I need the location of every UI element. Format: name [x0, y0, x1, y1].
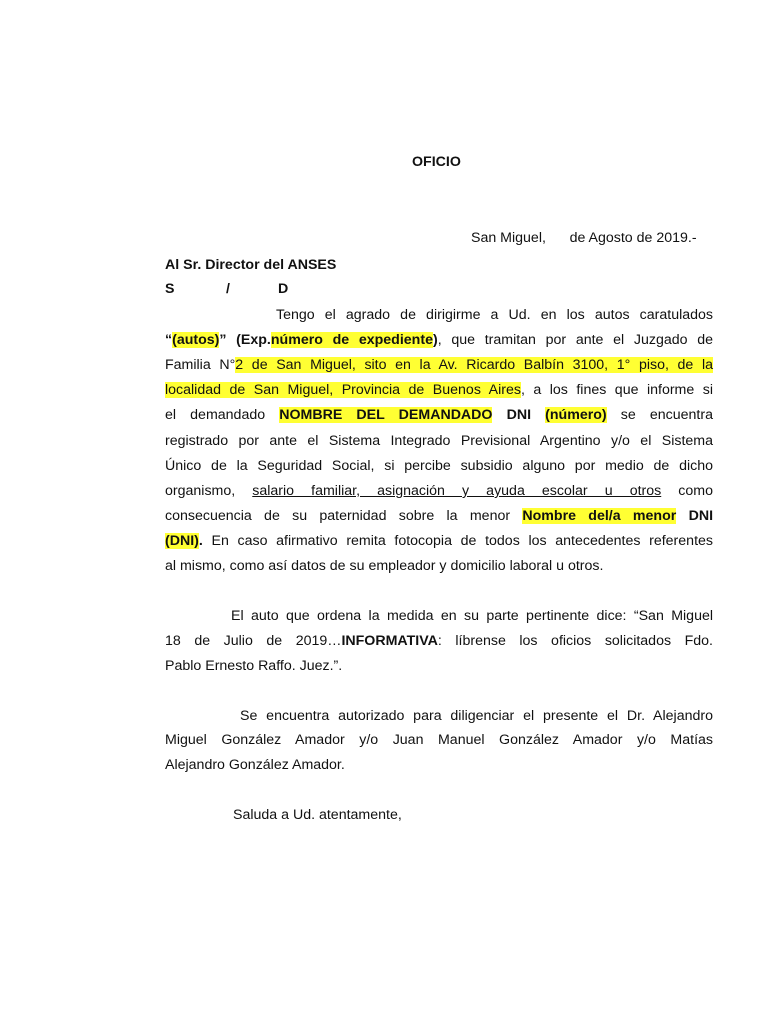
para1-line5: [165, 406, 713, 424]
document-title: OFICIO: [412, 154, 461, 170]
exp-prefix: (Exp.: [226, 332, 271, 348]
open-quote: “: [165, 332, 173, 348]
para1-line3: [165, 356, 713, 374]
para1-line2-rest: , que tramitan por ante el Juzgado de: [437, 332, 713, 348]
para1-line8: [165, 482, 713, 500]
menor-dni-placeholder: (DNI): [165, 533, 199, 549]
para1-line4-rest: , a los fines que informe si: [520, 382, 713, 398]
menor-dni-label: DNI: [676, 508, 714, 524]
expediente-placeholder: número de expediente: [270, 332, 433, 348]
para1-line5-rest: se encuentra: [606, 407, 713, 423]
para3-line2: Miguel González Amador y/o Juan Manuel González Amador y/o Matías: [165, 732, 713, 748]
closing: Saluda a Ud. atentamente,: [233, 807, 402, 823]
para1-line2: [165, 331, 713, 349]
addressee: Al Sr. Director del ANSES: [165, 257, 337, 273]
para1-line9: [165, 507, 713, 525]
dni-label: DNI: [492, 407, 546, 423]
organismo-prefix: organismo,: [165, 483, 253, 499]
fecha-auto: 18 de Julio de 2019…: [165, 633, 342, 649]
para1-line7: Único de la Seguridad Social, si percibe subsidio alguno por medio de dicho: [165, 458, 713, 474]
salario-underlined: salario familiar, asignación y ayuda escolar u otros: [252, 483, 662, 499]
juzgado-address-highlight: 2 de San Miguel, sito en la Av. Ricardo Balbín 3100, 1° piso, de la: [235, 357, 713, 373]
date-line: San Miguel, de Agosto de 2019.-: [471, 230, 697, 246]
familia-prefix: Familia N°: [165, 357, 236, 373]
para2-line2-rest: : líbrense los oficios solicitados Fdo.: [437, 633, 713, 649]
autos-placeholder: (autos): [172, 332, 220, 348]
para3-line3: Alejandro González Amador.: [165, 757, 345, 773]
para1-line4: [165, 381, 713, 399]
para1-line8-rest: como: [661, 483, 714, 499]
para1-line10: [165, 532, 713, 550]
sid-d: D: [278, 281, 289, 297]
localidad-highlight: localidad de San Miguel, Provincia de Buenos Aires: [165, 382, 521, 398]
para1-line1: Tengo el agrado de dirigirme a Ud. en los autos caratulados: [276, 307, 713, 323]
para2-line1: El auto que ordena la medida en su parte pertinente dice: “San Miguel: [231, 608, 713, 624]
close-quote: ”: [219, 332, 227, 348]
dni-number-placeholder: (número): [545, 407, 607, 423]
para2-line3: Pablo Ernesto Raffo. Juez.”.: [165, 658, 343, 674]
consecuencia-prefix: consecuencia de su paternidad sobre la menor: [165, 508, 523, 524]
sid-slash: /: [226, 281, 230, 297]
menor-name-placeholder: Nombre del/a menor: [522, 508, 677, 524]
para1-line6: registrado por ante el Sistema Integrado Previsional Argentino y/o el Sistema: [165, 433, 713, 449]
para3-line1: Se encuentra autorizado para diligenciar el presente el Dr. Alejandro: [240, 708, 713, 724]
para1-line10-rest: En caso afirmativo remita fotocopia de todos los antecedentes referentes: [202, 533, 713, 549]
para1-line11: al mismo, como así datos de su empleador y domicilio laboral u otros.: [165, 558, 604, 574]
sid-s: S: [165, 281, 175, 297]
exp-close: ): [432, 332, 438, 348]
menor-dni-dot: .: [198, 533, 203, 549]
informativa-label: INFORMATIVA: [341, 633, 438, 649]
para2-line2: [165, 632, 713, 650]
demandado-prefix: el demandado: [165, 407, 280, 423]
demandado-name-placeholder: NOMBRE DEL DEMANDADO: [279, 407, 493, 423]
